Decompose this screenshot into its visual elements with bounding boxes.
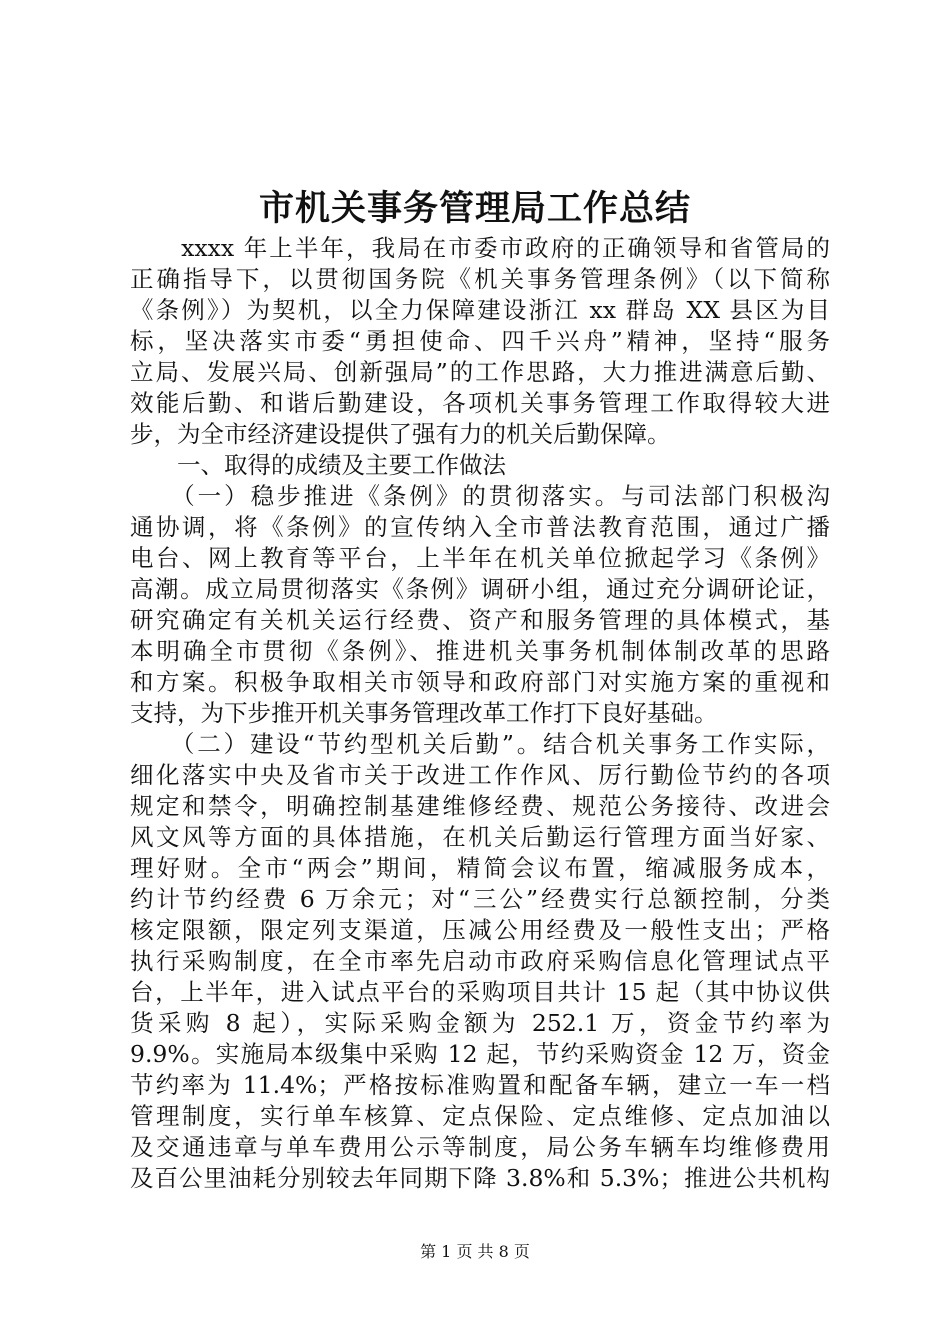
paragraph-line: 管理制度，实行单车核算、定点保险、定点维修、定点加油以 xyxy=(130,1102,830,1130)
paragraph-line: 《条例》）为契机，以全力保障建设浙江 xx 群岛 XX 县区为目 xyxy=(130,296,830,324)
paragraph-line: 风文风等方面的具体措施，在机关后勤运行管理方面当好家、 xyxy=(130,823,830,851)
paragraph-line: 通协调，将《条例》的宣传纳入全市普法教育范围，通过广播 xyxy=(130,513,830,541)
paragraph-line: 立局、发展兴局、创新强局”的工作思路，大力推进满意后勤、 xyxy=(130,358,830,386)
paragraph-line: 货采购 8 起），实际采购金额为 252.1 万，资金节约率为 xyxy=(130,1009,830,1037)
paragraph-line: 步，为全市经济建设提供了强有力的机关后勤保障。 xyxy=(130,420,671,448)
page-number-footer: 第 1 页 共 8 页 xyxy=(420,1242,530,1261)
paragraph-line: 细化落实中央及省市关于改进工作作风、厉行勤俭节约的各项 xyxy=(130,761,830,789)
paragraph-line: xxxx 年上半年，我局在市委市政府的正确领导和省管局的 xyxy=(130,234,830,262)
paragraph-line: 台，上半年，进入试点平台的采购项目共计 15 起（其中协议供 xyxy=(130,978,830,1006)
paragraph-line: 规定和禁令，明确控制基建维修经费、规范公务接待、改进会 xyxy=(130,792,830,820)
paragraph-line: 节约率为 11.4%；严格按标准购置和配备车辆，建立一车一档 xyxy=(130,1071,830,1099)
document-body xyxy=(130,233,830,1194)
paragraph-line: 高潮。成立局贯彻落实《条例》调研小组，通过充分调研论证， xyxy=(130,575,830,603)
paragraph-line: 支持，为下步推开机关事务管理改革工作打下良好基础。 xyxy=(130,699,718,727)
paragraph-line: 研究确定有关机关运行经费、资产和服务管理的具体模式，基 xyxy=(130,606,830,634)
paragraph-line: （一）稳步推进《条例》的贯彻落实。与司法部门积极沟 xyxy=(130,482,830,510)
paragraph-line: 和方案。积极争取相关市领导和政府部门对实施方案的重视和 xyxy=(130,668,830,696)
paragraph-line: 标，坚决落实市委“勇担使命、四千兴舟”精神，坚持“服务 xyxy=(130,327,830,355)
paragraph-line: 及百公里油耗分别较去年同期下降 3.8%和 5.3%；推进公共机构 xyxy=(130,1164,830,1192)
paragraph-line: 一、取得的成绩及主要工作做法 xyxy=(130,451,506,479)
paragraph-line: （二）建设“节约型机关后勤”。结合机关事务工作实际， xyxy=(130,730,830,758)
paragraph-line: 本明确全市贯彻《条例》、推进机关事务机制体制改革的思路 xyxy=(130,637,830,665)
document-title: 市机关事务管理局工作总结 xyxy=(258,188,691,229)
paragraph-line: 电台、网上教育等平台，上半年在机关单位掀起学习《条例》 xyxy=(130,544,830,572)
paragraph-line: 及交通违章与单车费用公示等制度，局公务车辆车均维修费用 xyxy=(130,1133,830,1161)
paragraph-line: 正确指导下，以贯彻国务院《机关事务管理条例》（以下简称 xyxy=(130,265,830,293)
paragraph-line: 执行采购制度，在全市率先启动市政府采购信息化管理试点平 xyxy=(130,947,830,975)
paragraph-line: 效能后勤、和谐后勤建设，各项机关事务管理工作取得较大进 xyxy=(130,389,830,417)
paragraph-line: 核定限额，限定列支渠道，压减公用经费及一般性支出；严格 xyxy=(130,916,830,944)
paragraph-line: 约计节约经费 6 万余元；对“三公”经费实行总额控制，分类 xyxy=(130,885,830,913)
paragraph-line: 9.9%。实施局本级集中采购 12 起，节约采购资金 12 万，资金 xyxy=(130,1040,830,1068)
paragraph-line: 理好财。全市“两会”期间，精简会议布置，缩减服务成本， xyxy=(130,854,830,882)
